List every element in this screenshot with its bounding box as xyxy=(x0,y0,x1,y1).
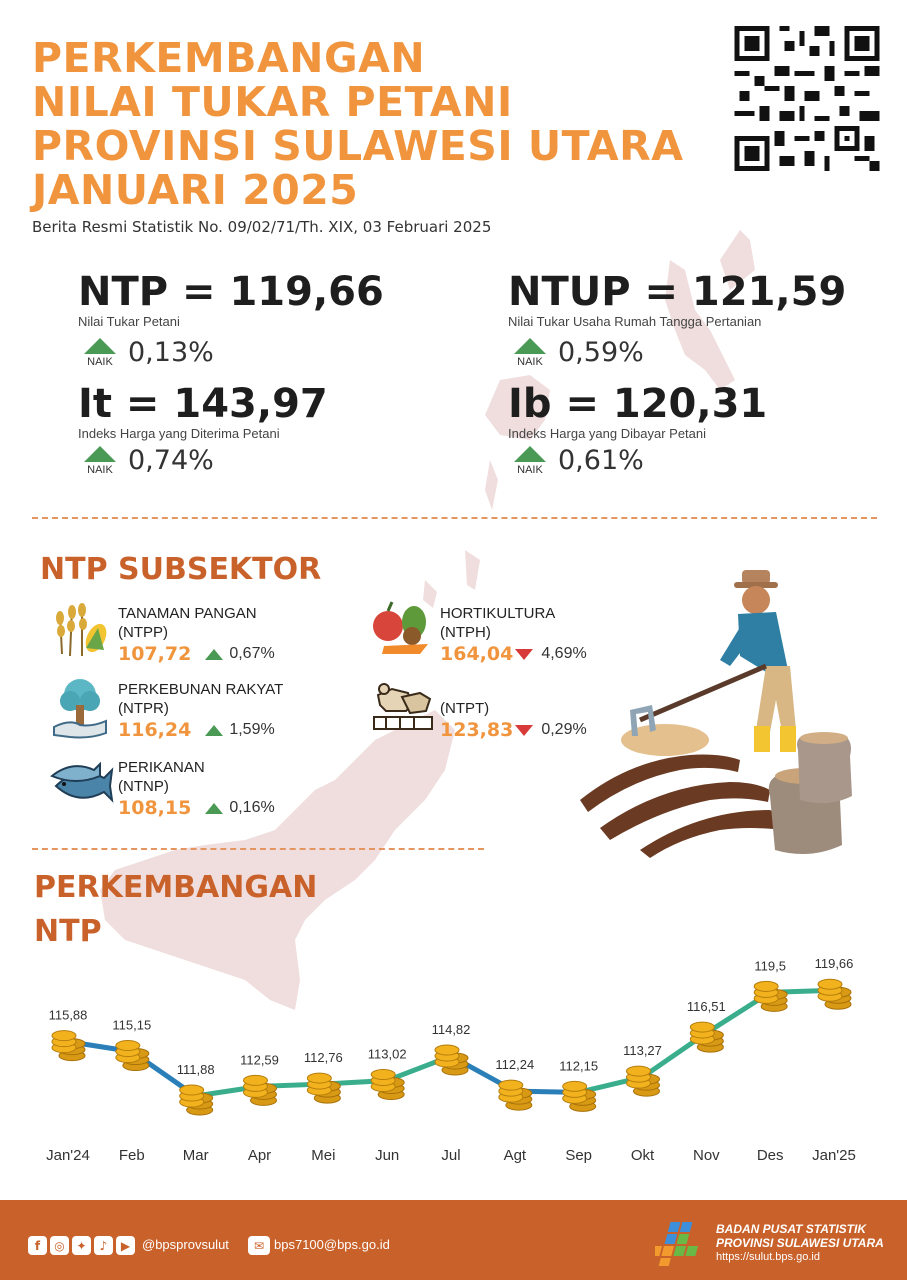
coin-marker xyxy=(307,1073,340,1103)
title-line-1: PERKEMBANGAN xyxy=(32,34,426,82)
subsektor-ntpt xyxy=(440,699,587,741)
data-label: 114,82 xyxy=(431,1022,471,1038)
ntup-change xyxy=(512,338,644,368)
ntp-stat xyxy=(78,270,384,329)
vegetables-icon xyxy=(370,598,434,660)
page-title xyxy=(32,36,683,212)
subsektor-ntpp xyxy=(118,604,275,665)
wheat-corn-icon xyxy=(52,598,110,658)
fish-icon xyxy=(50,756,114,808)
bps-org-name xyxy=(716,1222,884,1250)
ntnp-pct: 0,16% xyxy=(229,799,275,816)
up-arrow-icon xyxy=(84,446,116,462)
it-stat xyxy=(78,382,328,441)
x-tick-label: Agt xyxy=(503,1147,527,1164)
x-tick-label: Des xyxy=(756,1147,784,1164)
ntpp-pct: 0,67% xyxy=(229,645,275,662)
social-handle[interactable]: @bpsprovsulut xyxy=(142,1237,229,1252)
x-tick-label: Jul xyxy=(441,1147,461,1164)
data-label: 112,76 xyxy=(303,1050,343,1066)
title-line-4: JANUARI 2025 xyxy=(32,166,359,214)
ntph-value: 164,04 xyxy=(440,643,514,665)
down-arrow-icon xyxy=(515,725,533,736)
coin-marker xyxy=(563,1081,596,1111)
ib-change xyxy=(512,446,644,476)
bps-org-line-1: BADAN PUSAT STATISTIK xyxy=(716,1222,866,1236)
x-tick-label: Nov xyxy=(692,1147,720,1164)
ntnp-value: 108,15 xyxy=(118,797,192,819)
youtube-icon[interactable]: ▶ xyxy=(116,1236,135,1255)
ntpp-code: (NTPP) xyxy=(118,624,168,641)
trend-title-line-1: PERKEMBANGAN xyxy=(34,870,318,905)
ntpr-code: (NTPR) xyxy=(118,700,169,717)
ntup-stat xyxy=(508,270,846,329)
it-desc: Indeks Harga yang Diterima Petani xyxy=(78,426,280,441)
subsektor-ntph xyxy=(440,604,587,665)
data-label: 115,88 xyxy=(48,1007,88,1023)
bps-url[interactable]: https://sulut.bps.go.id xyxy=(716,1251,820,1263)
coin-marker xyxy=(754,981,787,1011)
ntpp-value: 107,72 xyxy=(118,643,192,665)
livestock-icon xyxy=(372,675,434,731)
ntup-direction: NAIK xyxy=(517,356,543,368)
qr-code-icon[interactable] xyxy=(732,26,882,171)
ntpt-value: 123,83 xyxy=(440,719,514,741)
ntup-value: NTUP = 121,59 xyxy=(508,269,847,315)
ntpt-code: (NTPT) xyxy=(440,700,490,717)
title-line-2: NILAI TUKAR PETANI xyxy=(32,78,513,126)
coin-marker xyxy=(180,1085,213,1115)
x-tick-label: Mei xyxy=(311,1147,336,1164)
ib-direction: NAIK xyxy=(517,464,543,476)
it-direction: NAIK xyxy=(87,464,113,476)
title-line-3: PROVINSI SULAWESI UTARA xyxy=(32,122,684,170)
x-tick-label: Feb xyxy=(118,1147,145,1164)
x-tick-label: Apr xyxy=(247,1147,272,1164)
soil-rows-icon xyxy=(580,755,785,858)
data-label: 113,27 xyxy=(623,1043,662,1059)
ntph-code: (NTPH) xyxy=(440,624,491,641)
x-tick-label: Sep xyxy=(565,1147,593,1164)
email-address[interactable]: bps7100@bps.go.id xyxy=(274,1237,390,1252)
data-label: 112,24 xyxy=(495,1057,535,1073)
coin-marker xyxy=(116,1041,149,1071)
ib-stat xyxy=(508,382,767,441)
ntup-pct: 0,59% xyxy=(558,337,644,368)
farmer-illustration xyxy=(570,560,870,860)
ntnp-code: (NTNP) xyxy=(118,778,169,795)
bps-logo-icon xyxy=(655,1220,711,1266)
data-label: 111,88 xyxy=(176,1062,215,1078)
ntpp-name: TANAMAN PANGAN xyxy=(118,605,257,622)
up-arrow-icon xyxy=(514,446,546,462)
section-divider xyxy=(32,517,877,519)
data-label: 119,5 xyxy=(754,958,786,974)
up-arrow-icon xyxy=(514,338,546,354)
farmer-icon xyxy=(630,570,796,752)
ib-desc: Indeks Harga yang Dibayar Petani xyxy=(508,426,707,441)
x-tick-label: Mar xyxy=(182,1147,209,1164)
up-arrow-icon xyxy=(205,649,223,660)
x-tick-label: Jun xyxy=(375,1147,400,1164)
it-pct: 0,74% xyxy=(128,445,214,476)
up-arrow-icon xyxy=(205,803,223,814)
ntnp-name: PERIKANAN xyxy=(118,759,205,776)
subsektor-ntpr xyxy=(118,680,283,741)
coin-marker xyxy=(818,979,851,1009)
it-value: It = 143,97 xyxy=(78,381,328,427)
ntpt-pct: 0,29% xyxy=(541,721,587,738)
instagram-icon[interactable]: ◎ xyxy=(50,1236,69,1255)
data-label: 112,59 xyxy=(240,1052,279,1068)
ntup-desc: Nilai Tukar Usaha Rumah Tangga Pertanian xyxy=(508,314,762,329)
coin-marker xyxy=(52,1031,85,1061)
data-label: 115,15 xyxy=(112,1017,152,1033)
bps-org-line-2: PROVINSI SULAWESI UTARA xyxy=(716,1236,884,1250)
ntp-change xyxy=(82,338,214,368)
ntph-name: HORTIKULTURA xyxy=(440,605,556,622)
section-divider-2 xyxy=(32,848,484,850)
coin-marker xyxy=(499,1080,532,1110)
ntph-pct: 4,69% xyxy=(541,645,587,662)
x-tick-label: Jan'24 xyxy=(46,1147,90,1164)
ntpr-value: 116,24 xyxy=(118,719,192,741)
up-arrow-icon xyxy=(84,338,116,354)
ntp-direction: NAIK xyxy=(87,356,113,368)
email-icon: ✉ xyxy=(248,1236,270,1255)
data-label: 119,66 xyxy=(814,956,854,972)
footer xyxy=(0,1200,907,1280)
subsektor-ntnp xyxy=(118,758,275,819)
up-arrow-icon xyxy=(205,725,223,736)
it-change xyxy=(82,446,214,476)
ntp-line-chart xyxy=(0,900,907,1180)
ntp-pct: 0,13% xyxy=(128,337,214,368)
release-subtitle: Berita Resmi Statistik No. 09/02/71/Th. XIX, 03 Februari 2025 xyxy=(32,218,492,236)
ntp-value: NTP = 119,66 xyxy=(78,269,384,315)
coin-marker xyxy=(244,1075,277,1105)
facebook-icon[interactable]: f xyxy=(28,1236,47,1255)
x-tick-label: Okt xyxy=(630,1147,655,1164)
tiktok-icon[interactable]: ♪ xyxy=(94,1236,113,1255)
ntpr-pct: 1,59% xyxy=(229,721,275,738)
tree-hand-icon xyxy=(50,675,110,741)
trend-title-line-2: NTP xyxy=(34,914,102,949)
ib-value: Ib = 120,31 xyxy=(508,381,768,427)
subsektor-title: NTP SUBSEKTOR xyxy=(40,552,322,587)
data-label: 113,02 xyxy=(367,1046,407,1062)
data-label: 116,51 xyxy=(686,999,726,1015)
ntpr-name: PERKEBUNAN RAKYAT xyxy=(118,681,284,698)
ib-pct: 0,61% xyxy=(558,445,644,476)
x-tick-label: Jan'25 xyxy=(812,1147,856,1164)
ntp-desc: Nilai Tukar Petani xyxy=(78,314,180,329)
down-arrow-icon xyxy=(515,649,533,660)
data-label: 112,15 xyxy=(559,1058,599,1074)
social-icons xyxy=(28,1236,135,1255)
twitter-icon[interactable]: ✦ xyxy=(72,1236,91,1255)
coin-marker xyxy=(435,1045,468,1075)
